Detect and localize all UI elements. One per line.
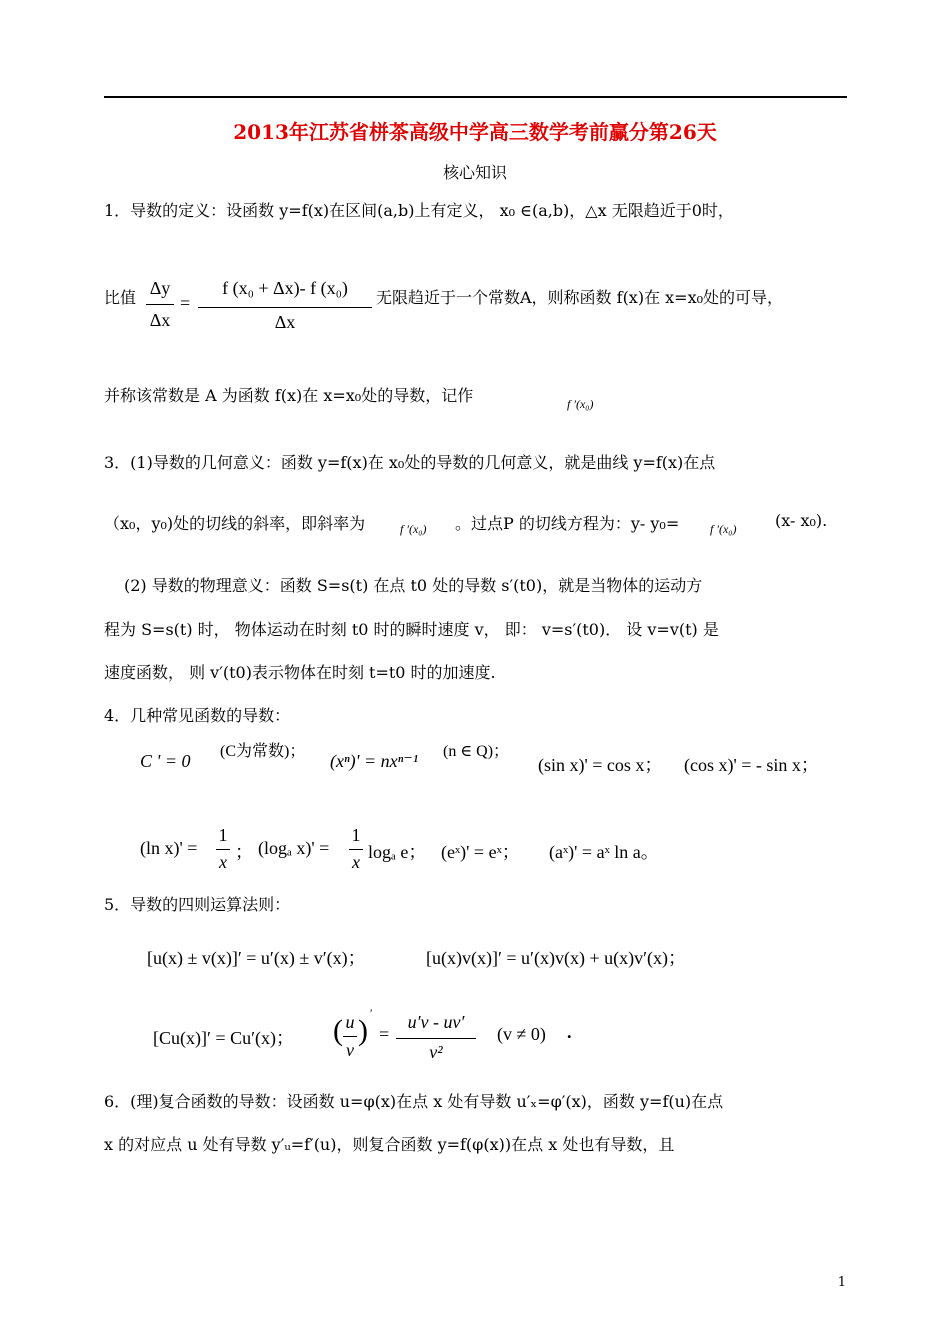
difference-quotient-bar	[198, 307, 372, 308]
ln-derivative-left: (ln x)' =	[140, 838, 198, 858]
header-rule	[104, 96, 847, 98]
product-rule: [u(x)v(x)]′ = u′(x)v(x) + u(x)v′(x)；	[426, 948, 687, 968]
page-number: 1	[837, 1275, 846, 1290]
quotient-inner-bar	[343, 1036, 357, 1037]
geometric-meaning-line-2c: (x- x₀).	[775, 511, 828, 530]
power-note: (n ∈ Q)；	[443, 743, 510, 760]
definition-line-3: 并称该常数是 A 为函数 f(x)在 x=x₀处的导数，记作	[104, 386, 474, 405]
difference-quotient-denominator: Δx	[274, 312, 296, 332]
physical-meaning-line-1: (2) 导数的物理意义：函数 S=s(t) 在点 t0 处的导数 s′(t0)，就是当物体的运动方	[124, 576, 703, 595]
constant-derivative: C ' = 0	[140, 751, 191, 771]
quotient-prime: ′	[370, 1006, 373, 1020]
ln-fraction-denominator: x	[219, 852, 227, 872]
equals-sign: =	[180, 293, 191, 313]
geometric-meaning-line-1: 3．(1)导数的几何意义：函数 y=f(x)在 x₀处的导数的几何意义，就是曲线 y=f(x)在点	[104, 453, 716, 472]
ln-separator: ；	[235, 842, 253, 862]
definition-line-2-suffix: 无限趋近于一个常数A，则称函数 f(x)在 x=x₀处的可导，	[376, 288, 784, 307]
quotient-right-paren: )	[358, 1014, 368, 1047]
log-derivative-right: logₐ e；	[368, 842, 427, 862]
quotient-inner-numerator: u	[345, 1012, 355, 1032]
ratio-bar	[146, 304, 174, 305]
slope-notation: f ′(x₀)	[400, 522, 427, 536]
sum-rule: [u(x) ± v(x)]′ = u′(x) ± v′(x)；	[147, 948, 366, 968]
constant-multiple-rule: [Cu(x)]′ = Cu′(x)；	[153, 1028, 295, 1048]
chain-rule-line-2: x 的对应点 u 处有导数 y′ᵤ=f′(u)，则复合函数 y=f(φ(x))在点 x 处也有导数，且	[104, 1135, 675, 1154]
quotient-left-paren: (	[333, 1014, 343, 1047]
quotient-inner-denominator: v	[346, 1040, 354, 1060]
ratio-denominator: Δx	[149, 310, 171, 330]
quotient-rule-bar	[396, 1038, 476, 1039]
ratio-numerator: Δy	[149, 278, 171, 298]
section-subtitle: 核心知识	[442, 163, 507, 182]
log-fraction-bar	[349, 849, 363, 850]
log-fraction-numerator: 1	[351, 825, 361, 845]
quotient-rule-numerator: u′v - uv′	[407, 1012, 465, 1032]
definition-line-1: 1．导数的定义：设函数 y=f(x)在区间(a,b)上有定义， x₀ ∈(a,b)，△x 无限趋近于0时，	[104, 201, 734, 220]
constant-note: (C为常数)；	[220, 743, 306, 760]
arithmetic-rules-heading: 5．导数的四则运算法则：	[104, 895, 291, 914]
power-derivative: (xⁿ)' = nxⁿ⁻¹	[330, 751, 419, 771]
quotient-period: .	[567, 1022, 572, 1042]
cosine-derivative: (cos x)' = - sin x；	[684, 755, 819, 775]
geometric-meaning-line-2b: 。过点P 的切线方程为：y- y₀=	[455, 514, 680, 533]
chain-rule-line-1: 6．(理)复合函数的导数：设函数 u=φ(x)在点 x 处有导数 u′ₓ=φ′(x)，函数 y=f(u)在点	[104, 1092, 724, 1111]
tangent-slope-notation: f ′(x₀)	[710, 522, 737, 536]
general-exp-derivative: (aˣ)' = aˣ ln a。	[549, 842, 659, 862]
quotient-rule-denominator: v²	[429, 1042, 443, 1062]
physical-meaning-line-3: 速度函数， 则 v′(t0)表示物体在时刻 t=t0 时的加速度.	[104, 663, 496, 682]
sine-derivative: (sin x)' = cos x；	[538, 755, 663, 775]
log-fraction-denominator: x	[352, 852, 360, 872]
quotient-condition: (v ≠ 0)	[497, 1024, 546, 1044]
log-derivative-left: (logₐ x)' =	[258, 838, 330, 858]
physical-meaning-line-2: 程为 S=s(t) 时， 物体运动在时刻 t0 时的瞬时速度 v， 即： v=s′(t0)． 设 v=v(t) 是	[104, 620, 719, 639]
derivative-notation: f ′(x₀)	[567, 397, 594, 411]
quotient-equals: =	[379, 1024, 390, 1044]
definition-line-2-prefix: 比值	[104, 288, 137, 307]
common-derivatives-heading: 4．几种常见函数的导数：	[104, 706, 291, 725]
ln-fraction-bar	[216, 849, 230, 850]
difference-quotient-numerator: f (x₀ + Δx)- f (x₀)	[222, 278, 348, 298]
ln-fraction-numerator: 1	[218, 825, 228, 845]
exp-derivative: (eˣ)' = eˣ；	[441, 842, 520, 862]
geometric-meaning-line-2a: （x₀，y₀)处的切线的斜率，即斜率为	[104, 514, 366, 533]
page-title: 2013年江苏省栟茶高级中学高三数学考前赢分第26天	[233, 120, 717, 144]
